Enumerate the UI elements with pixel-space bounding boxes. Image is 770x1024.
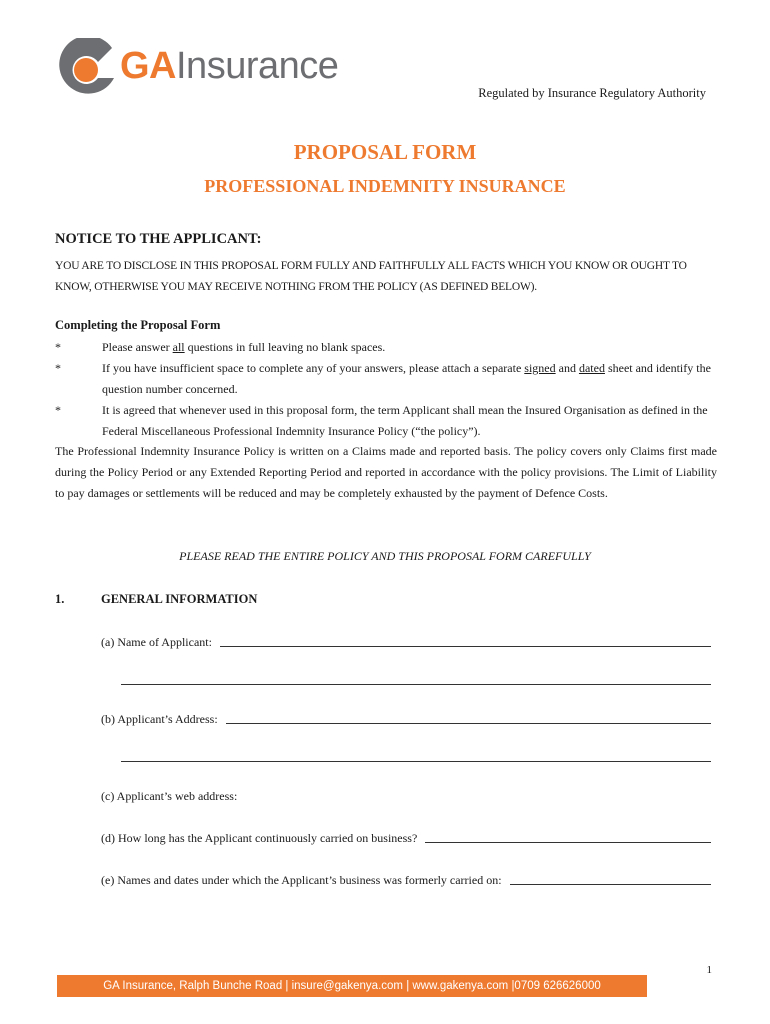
page-title: PROPOSAL FORM [293,140,477,164]
field-label: (b) Applicant’s Address: [101,712,218,726]
field-label: (d) How long has the Applicant continuously carried on business? [101,831,418,845]
applicant-name-field [101,630,711,650]
applicant-address-input-line-2[interactable] [121,750,711,762]
bullet-symbol: * [55,361,61,375]
completing-heading: Completing the Proposal Form [55,318,221,332]
notice-heading: NOTICE TO THE APPLICANT: [55,231,262,247]
ga-insurance-logo [54,38,339,102]
instruction-item [55,358,720,400]
applicant-name-input[interactable] [220,635,711,647]
bullet-symbol: * [55,403,61,417]
policy-paragraph: The Professional Indemnity Insurance Policy is written on a Claims made and reported basis. The policy covers only Claims first made during the Policy Period or any Extended Reporting Period and reported in accordance with the policy provisions. The Limit of Liability to pay damages or settlements will be reduced and may be completely exhausted by the payment of Defence Costs. [55,444,717,500]
footer-contact-bar: GA Insurance, Ralph Bunche Road | insure@gakenya.com | www.gakenya.com |0709 626626000 [57,975,647,997]
web-address-field [101,784,711,804]
applicant-address-continuation [121,745,711,765]
bullet-symbol: * [55,340,61,354]
instruction-text: If you have insufficient space to complete any of your answers, please attach a separate signed and dated sheet and identify the question number concerned. [102,361,711,396]
instruction-item [55,400,720,442]
former-names-input[interactable] [510,873,711,885]
page-subtitle: PROFESSIONAL INDEMNITY INSURANCE [204,176,566,196]
field-label: (a) Name of Applicant: [101,635,212,649]
business-duration-input[interactable] [425,831,711,843]
page-number: 1 [706,964,712,976]
notice-body: YOU ARE TO DISCLOSE IN THIS PROPOSAL FORM FULLY AND FAITHFULLY ALL FACTS WHICH YOU KNOW OR OUGHT TO KNOW, OTHERWISE YOU MAY RECEIVE NOTHING FROM THE POLICY (AS DEFINED BELOW). [55,260,687,293]
applicant-address-field [101,707,711,727]
instruction-text: Please answer all questions in full leaving no blank spaces. [102,340,386,354]
field-label: (c) Applicant’s web address: [101,789,238,803]
read-policy-note: PLEASE READ THE ENTIRE POLICY AND THIS PROPOSAL FORM CAREFULLY [179,549,591,563]
applicant-address-input[interactable] [226,712,711,724]
instruction-text: It is agreed that whenever used in this proposal form, the term Applicant shall mean the Insured Organisation as defined in the Federal Miscellaneous Professional Indemnity Insurance Policy (“the policy”). [102,403,708,438]
ga-insurance-logo-mark-icon [54,38,120,102]
section-heading: GENERAL INFORMATION [101,592,258,606]
brand-insurance: Insurance [176,45,339,87]
regulated-note: Regulated by Insurance Regulatory Authority [478,86,706,100]
brand-ga: GA [120,45,176,87]
applicant-name-input-line-2[interactable] [121,673,711,685]
applicant-name-continuation [121,668,711,688]
field-label: (e) Names and dates under which the Applicant’s business was formerly carried on: [101,873,502,887]
business-duration-field [101,826,711,846]
section-number: 1. [55,592,65,606]
brand-name [120,41,338,91]
former-names-field [101,868,711,888]
